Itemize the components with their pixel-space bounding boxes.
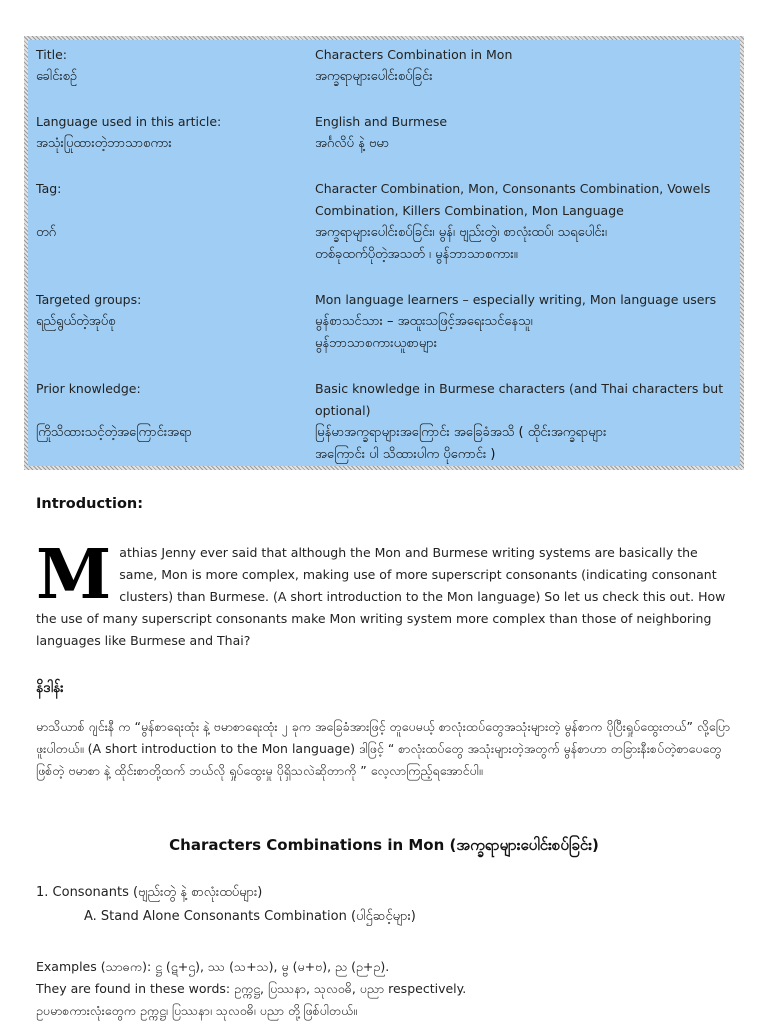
examples-line-3: ဥပမာစကားလုံးတွေက ဥက္ကဋ္ဌ၊ ပြဿနာ၊ သုလဝဓိ၊ ပညာ တို့ဖြစ်ပါတယ်။ [36,1003,358,1018]
examples-line-2: They are found in these words: ဥက္ကဋ္ဌ, ပြဿနာ, သုလဝဓိ, ပညာ respectively. [36,981,467,996]
meta-tag-label-en: Tag: [36,181,62,196]
meta-tag-label-my: တဂ် [36,225,57,240]
meta-prior-label-my: ကြိုသိထားသင့်တဲ့အကြောင်းအရာ [36,425,192,440]
meta-tag-value-en-1: Character Combination, Mon, Consonants Combination, Vowels [315,181,711,196]
introduction-heading: Introduction: [36,496,144,512]
meta-language-label-my: အသုံးပြုထားတဲ့ဘာသာစကား [36,136,172,151]
meta-groups-label-my: ရည်ရွယ်တဲ့အုပ်စု [36,314,116,329]
meta-tag-value-en-2: Combination, Killers Combination, Mon Language [315,203,624,218]
meta-language-value-en: English and Burmese [315,114,448,129]
section-title: Characters Combinations in Mon (အက္ခရာများပေါင်းစပ်ခြင်း) [169,836,599,854]
meta-title-label-en: Title: [36,47,67,62]
meta-groups-value-en: Mon language learners – especially writing, Mon language users [315,292,717,307]
meta-tag-value-my-2: တစ်ခုထက်ပိုတဲ့အသတ် ၊ မွန်ဘာသာစကား။ [315,247,518,262]
meta-prior-value-my-2: အကြောင်း ပါ သိထားပါက ပိုကောင်း ) [315,447,496,462]
meta-language-value-my: အင်္ဂလိပ် နဲ့ ဗမာ [315,136,390,151]
meta-title-label-my: ခေါင်းစဉ် [36,69,78,84]
meta-title-value-my: အက္ခရာများပေါင်းစပ်ခြင်း [315,69,433,84]
burmese-introduction-heading: နိဒါန်း [36,680,64,696]
introduction-text: athias Jenny ever said that although the Mon and Burmese writing systems are basically the same, Mon is more complex, making use of more superscript consonants (indicating consonant clusters) than Burmese. (A short introduction to the Mon language) So let us check this out. How the use of many superscript consonants make Mon writing system more complex than those of neighboring languages like Burmese and Thai? [36,545,726,648]
drop-cap: M [36,535,112,615]
meta-prior-label-en: Prior knowledge: [36,381,141,396]
meta-language-label-en: Language used in this article: [36,114,222,129]
metadata-panel [28,40,740,466]
examples-line-1: Examples (သာဓက): ဋ္ဌ (ဋ+ဌ), ဿ (သ+သ), မ္ဗ (မ+ဗ), ည (ဉ+ဉ). [36,959,390,974]
meta-groups-value-my-2: မွန်ဘာသာစကားယူစာများ [315,336,438,351]
list-item-consonants: 1. Consonants (ဗျည်းတွဲ နဲ့ စာလုံးထပ်များ) [36,885,263,900]
burmese-introduction-paragraph: မာသိယာစ် ဂျင်းနီ က “မွန်စာရေးထုံး နဲ့ ဗမာစာရေးထုံး ၂ ခုက အခြေခံအားဖြင့် တူပေမယ့် စာလုံးထပ်တွေအသုံးများတဲ့ မွန်စာက ပိုပြီးရှုပ်ထွေးတယ်” လို့ပြောဖူးပါတယ်။ (A short introduction to the Mon language) ဒါဖြင့် “ စာလုံးထပ်တွေ အသုံးများတဲ့အတွက် မွန်စာဟာ တခြားနီးစပ်တဲ့စာပေတွေဖြစ်တဲ့ ဗမာစာ နဲ့ ထိုင်းစာတို့ထက် ဘယ်လို ရှုပ်ထွေးမှု ပိုရှိသလဲဆိုတာကို ” လေ့လာကြည့်ရအောင်ပါ။ [36,719,731,778]
metadata-box [24,36,744,470]
meta-groups-value-my-1: မွန်စာသင်သား – အထူးသဖြင့်အရေးသင်နေသူ၊ [315,314,533,329]
meta-prior-value-en-1: Basic knowledge in Burmese characters (and Thai characters but [315,381,724,396]
list-subitem-stand-alone: A. Stand Alone Consonants Combination (ပါဌ်ဆင့်များ) [84,909,416,924]
meta-tag-value-my-1: အက္ခရာများပေါင်းစပ်ခြင်း၊ မွန်၊ ဗျည်းတွဲ၊ စာလုံးထပ်၊ သရပေါင်း၊ [315,225,607,240]
meta-groups-label-en: Targeted groups: [36,292,142,307]
introduction-paragraph [36,535,730,652]
meta-prior-value-en-2: optional) [315,403,371,418]
meta-title-value-en: Characters Combination in Mon [315,47,513,62]
meta-prior-value-my-1: မြန်မာအက္ခရာများအကြောင်း အခြေခံအသိ ( ထိုင်းအက္ခရာများ [315,425,607,440]
examples-block [36,956,746,1022]
